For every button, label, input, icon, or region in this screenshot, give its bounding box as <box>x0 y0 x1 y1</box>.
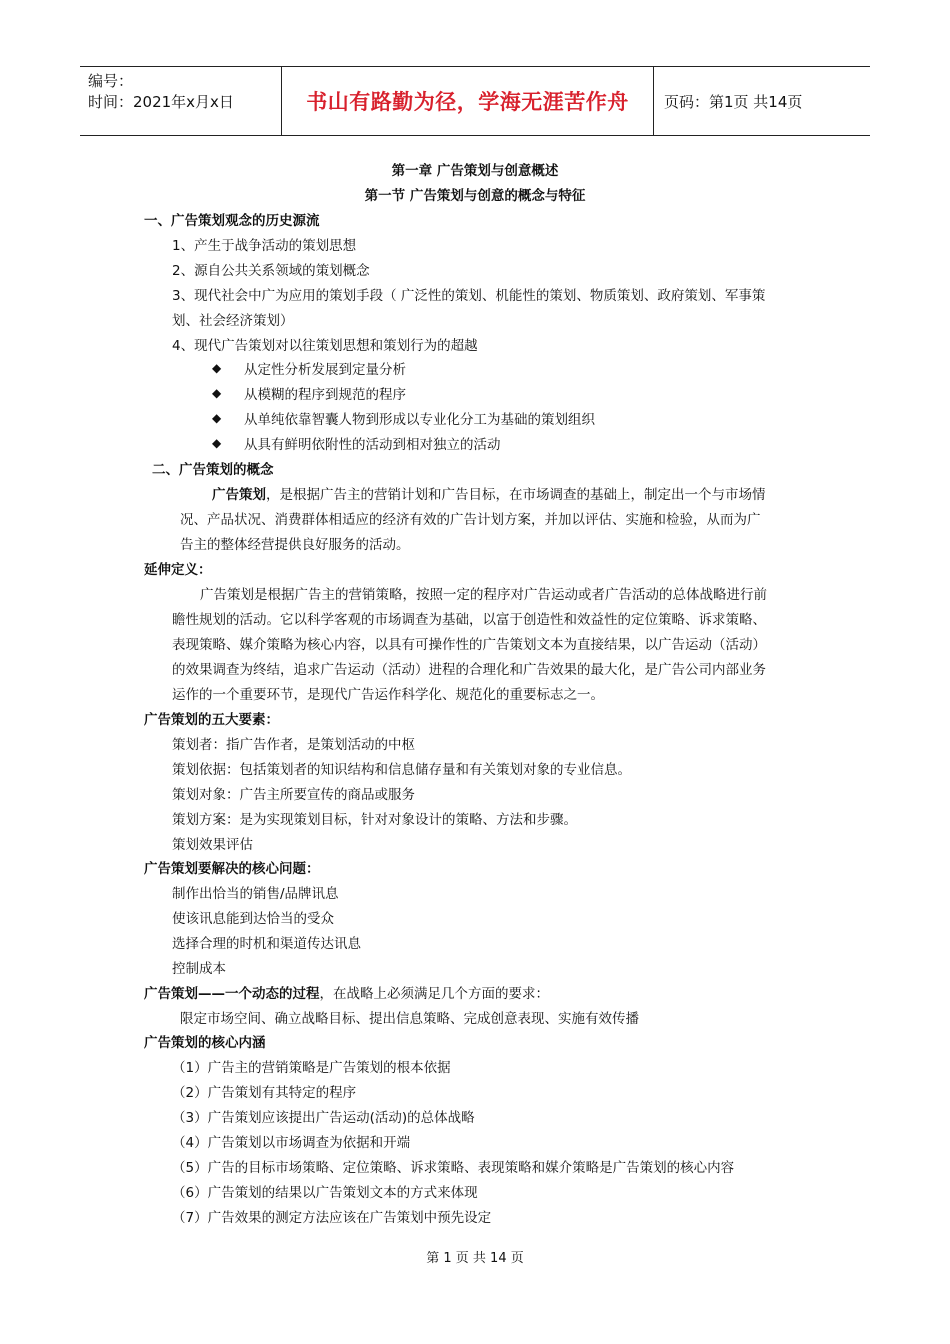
list-item: 策划效果评估 <box>172 837 253 853</box>
list-item: （7）广告效果的测定方法应该在广告策划中预先设定 <box>172 1210 492 1226</box>
heading-five-elements: 广告策划的五大要素： <box>144 712 279 728</box>
section-title: 第一节 广告策划与创意的概念与特征 <box>364 188 586 204</box>
list-item: （1）广告主的营销策略是广告策划的根本依据 <box>172 1060 451 1076</box>
list-item: 2、源自公共关系领域的策划概念 <box>172 263 370 279</box>
paragraph-line: 广告策划是根据广告主的营销策略，按照一定的程序对广告运动或者广告活动的总体战略进行前 <box>200 587 767 603</box>
header-page-number: 页码：第1页 共14页 <box>664 92 803 111</box>
bullet-item: 从定性分析发展到定量分析 <box>244 362 406 378</box>
header-time: 时间：2021年x月x日 <box>88 93 234 111</box>
dynamic-process-text: ，在战略上必须满足几个方面的要求： <box>319 986 549 1002</box>
list-item: 3、现代社会中广为应用的策划手段（ 广泛性的策划、机能性的策划、物质策划、政府策划、军事策 <box>172 288 766 304</box>
dynamic-process-detail: 限定市场空间、确立战略目标、提出信息策略、完成创意表现、实施有效传播 <box>180 1011 639 1027</box>
bullet-item: 从具有鲜明依附性的活动到相对独立的活动 <box>244 437 501 453</box>
list-item: 划、社会经济策划） <box>172 313 294 329</box>
header-motto-cell <box>282 67 654 135</box>
bullet-item: 从模糊的程序到规范的程序 <box>244 387 406 403</box>
heading-concept: 二、广告策划的概念 <box>152 462 274 478</box>
list-item: （6）广告策划的结果以广告策划文本的方式来体现 <box>172 1185 478 1201</box>
heading-core-problems: 广告策划要解决的核心问题： <box>144 861 320 877</box>
heading-extended-definition: 延伸定义： <box>144 562 212 578</box>
diamond-bullet-icon: ◆ <box>212 411 222 425</box>
list-item: 制作出恰当的销售/品牌讯息 <box>172 886 339 902</box>
paragraph-line: 运作的一个重要环节，是现代广告运作科学化、规范化的重要标志之一。 <box>172 687 604 703</box>
list-item: 4、现代广告策划对以往策划思想和策划行为的超越 <box>172 338 478 354</box>
bullet-item: 从单纯依靠智囊人物到形成以专业化分工为基础的策划组织 <box>244 412 595 428</box>
definition-line: 况、产品状况、消费群体相适应的经济有效的广告计划方案，并加以评估、实施和检验，从而为广 <box>180 512 761 528</box>
list-item: （2）广告策划有其特定的程序 <box>172 1085 357 1101</box>
diamond-bullet-icon: ◆ <box>212 436 222 450</box>
paragraph-line: 瞻性规划的活动。它以科学客观的市场调查为基础，以富于创造性和效益性的定位策略、诉求策略、 <box>172 612 766 628</box>
list-item: （4）广告策划以市场调查为依据和开端 <box>172 1135 411 1151</box>
list-item: 选择合理的时机和渠道传达讯息 <box>172 936 361 952</box>
definition-line <box>212 486 766 504</box>
chapter-title: 第一章 广告策划与创意概述 <box>391 163 559 179</box>
page-header <box>80 66 870 136</box>
definition-line: 告主的整体经营提供良好服务的活动。 <box>180 537 410 553</box>
header-number: 编号： <box>88 72 134 90</box>
list-item: 1、产生于战争活动的策划思想 <box>172 238 357 254</box>
list-item: 使该讯息能到达恰当的受众 <box>172 911 334 927</box>
header-meta <box>80 67 282 135</box>
list-item: （5）广告的目标市场策略、定位策略、诉求策略、表现策略和媒介策略是广告策划的核心内容 <box>172 1160 735 1176</box>
paragraph-line: 的效果调查为终结，追求广告运动（活动）进程的合理化和广告效果的最大化，是广告公司内部业务 <box>172 662 766 678</box>
header-motto: 书山有路勤为径，学海无涯苦作舟 <box>306 90 629 114</box>
paragraph-line: 表现策略、媒介策略为核心内容，以具有可操作性的广告策划文本为直接结果，以广告运动（活动） <box>172 637 766 653</box>
list-item: （3）广告策划应该提出广告运动(活动)的总体战略 <box>172 1110 475 1126</box>
list-item: 策划者：指广告作者，是策划活动的中枢 <box>172 737 415 753</box>
list-item: 策划方案：是为实现策划目标，针对对象设计的策略、方法和步骤。 <box>172 812 577 828</box>
heading-history: 一、广告策划观念的历史源流 <box>144 213 320 229</box>
list-item: 策划依据：包括策划者的知识结构和信息储存量和有关策划对象的专业信息。 <box>172 762 631 778</box>
list-item: 控制成本 <box>172 961 226 977</box>
list-item: 策划对象：广告主所要宣传的商品或服务 <box>172 787 415 803</box>
dynamic-process-line <box>144 985 549 1003</box>
definition-text: ，是根据广告主的营销计划和广告目标，在市场调查的基础上，制定出一个与市场情 <box>266 487 766 503</box>
definition-term: 广告策划 <box>212 487 266 503</box>
header-page-cell <box>654 67 870 135</box>
diamond-bullet-icon: ◆ <box>212 361 222 375</box>
diamond-bullet-icon: ◆ <box>212 386 222 400</box>
page-footer: 第 1 页 共 14 页 <box>426 1251 524 1266</box>
heading-core-connotation: 广告策划的核心内涵 <box>144 1035 266 1051</box>
dynamic-process-term: 广告策划——一个动态的过程 <box>144 986 320 1002</box>
